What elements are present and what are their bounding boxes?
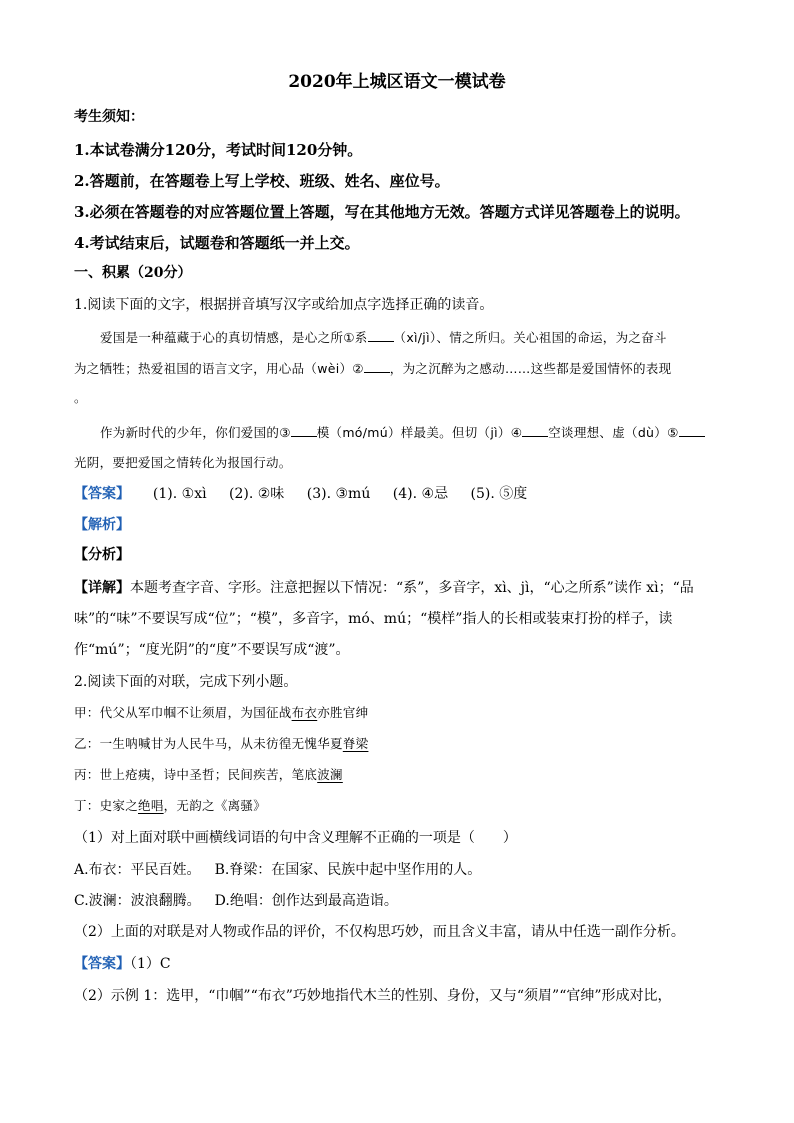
answer-tag-2: 【答案】	[74, 956, 130, 972]
blank-4[interactable]	[522, 424, 548, 437]
fenxi-tag: 【分析】	[74, 547, 130, 563]
couplet-jia: 甲：代父从军巾帼不让须眉，为国征战布衣亦胜官绅	[74, 705, 369, 720]
q1-detail-line-3: 作“mú”；“度光阴”的“度”不要误写成“渡”。	[74, 642, 350, 658]
blank-5[interactable]	[679, 424, 705, 437]
blank-1[interactable]	[368, 329, 394, 342]
page-title: 2020年上城区语文一模试卷	[288, 72, 506, 92]
underlined-term-jiliang: 脊梁	[342, 736, 369, 751]
answer-item-2: (2). ②味	[229, 486, 285, 502]
q1-passage-line-2: 为之牺牲；热爱祖国的语言文字，用心品（wèi）② ，为之沉醉为之感动……这些都是爱国情怀的表现	[74, 361, 672, 376]
answer-item-4: (4). ④忌	[392, 486, 449, 502]
q1-detail-line-1: 【详解】本题考查字音、字形。注意把握以下情况：“系”，多音字，xì、jì，“心之所系”读作 xì；“品	[74, 580, 694, 596]
q2-sub2: （2）上面的对联是对人物或作品的评价，不仅构思巧妙，而且含义丰富，请从中任选一副作分析。	[74, 924, 685, 940]
answer-item-1: (1). ①xì	[152, 486, 207, 502]
option-a: A.布衣：平民百姓。	[74, 862, 201, 878]
option-d: D.绝唱：创作达到最高造诣。	[214, 893, 398, 909]
answer-item-3: (3). ③mú	[306, 486, 371, 502]
detail-tag: 【详解】	[74, 580, 130, 596]
section-heading: 一、积累（20分）	[74, 265, 192, 281]
couplet-ding: 丁：史家之绝唱，无韵之《离骚》	[74, 798, 267, 813]
q1-passage-line-4: 作为新时代的少年，你们爱国的③ 模（mó/mú）样最美。但切（jì）④ 空谈理想、虚（dù）⑤	[100, 423, 724, 443]
analysis-tag: 【解析】	[74, 517, 130, 533]
q1-answer	[74, 484, 724, 504]
underlined-term-juechang: 绝唱	[138, 798, 164, 813]
option-c: C.波澜：波浪翻腾。	[74, 893, 201, 909]
notice-item-1: 1.本试卷满分120分，考试时间120分钟。	[74, 141, 363, 159]
q1-prompt: 1.阅读下面的文字，根据拼音填写汉字或给加点字选择正确的读音。	[74, 297, 494, 313]
q2-answer-2: （2）示例 1：选甲，“巾帼”“布衣”巧妙地指代木兰的性别、身份，又与“须眉”“官绅”形成对比，	[74, 988, 672, 1004]
blank-3[interactable]	[291, 424, 317, 437]
notice-heading: 考生须知：	[74, 109, 144, 125]
q2-sub1: （1）对上面对联中画横线词语的句中含义理解不正确的一项是（ ）	[74, 830, 517, 846]
blank-2[interactable]	[364, 360, 390, 373]
answer-tag: 【答案】	[74, 486, 130, 502]
q2-options-row-1	[74, 860, 724, 880]
notice-item-2: 2.答题前，在答题卷上写上学校、班级、姓名、座位号。	[74, 172, 450, 190]
answer-item-5: (5). ⑤度	[470, 486, 528, 502]
couplet-yi: 乙：一生呐喊甘为人民牛马，从未彷徨无愧华夏脊梁	[74, 736, 369, 751]
q1-passage-line-5: 光阴，要把爱国之情转化为报国行动。	[74, 455, 292, 470]
couplet-bing: 丙：世上疮痍，诗中圣哲；民间疾苦，笔底波澜	[74, 767, 343, 782]
q2-answer-1: 【答案】（1）C	[74, 956, 171, 972]
underlined-term-bolan: 波澜	[317, 767, 343, 782]
q1-passage-line-1: 爱国是一种蕴藏于心的真切情感，是心之所①系 （xì/jì）、情之所归。关心祖国的命运，为之奋斗	[100, 330, 667, 345]
q1-passage-line-3: 。	[74, 390, 87, 405]
q2-options-row-2	[74, 891, 724, 911]
q1-detail-line-2: 味”的“味”不要误写成“位”；“模”，多音字，mó、mú；“模样”指人的长相或装束打扮的样子，读	[74, 611, 673, 627]
q2-prompt: 2.阅读下面的对联，完成下列小题。	[74, 674, 298, 690]
underlined-term-buyi: 布衣	[291, 705, 318, 720]
notice-item-3: 3.必须在答题卷的对应答题位置上答题，写在其他地方无效。答题方式详见答题卷上的说明。	[74, 203, 690, 221]
notice-item-4: 4.考试结束后，试题卷和答题纸一并上交。	[74, 234, 360, 252]
option-b: B.脊梁：在国家、民族中起中坚作用的人。	[214, 862, 482, 878]
